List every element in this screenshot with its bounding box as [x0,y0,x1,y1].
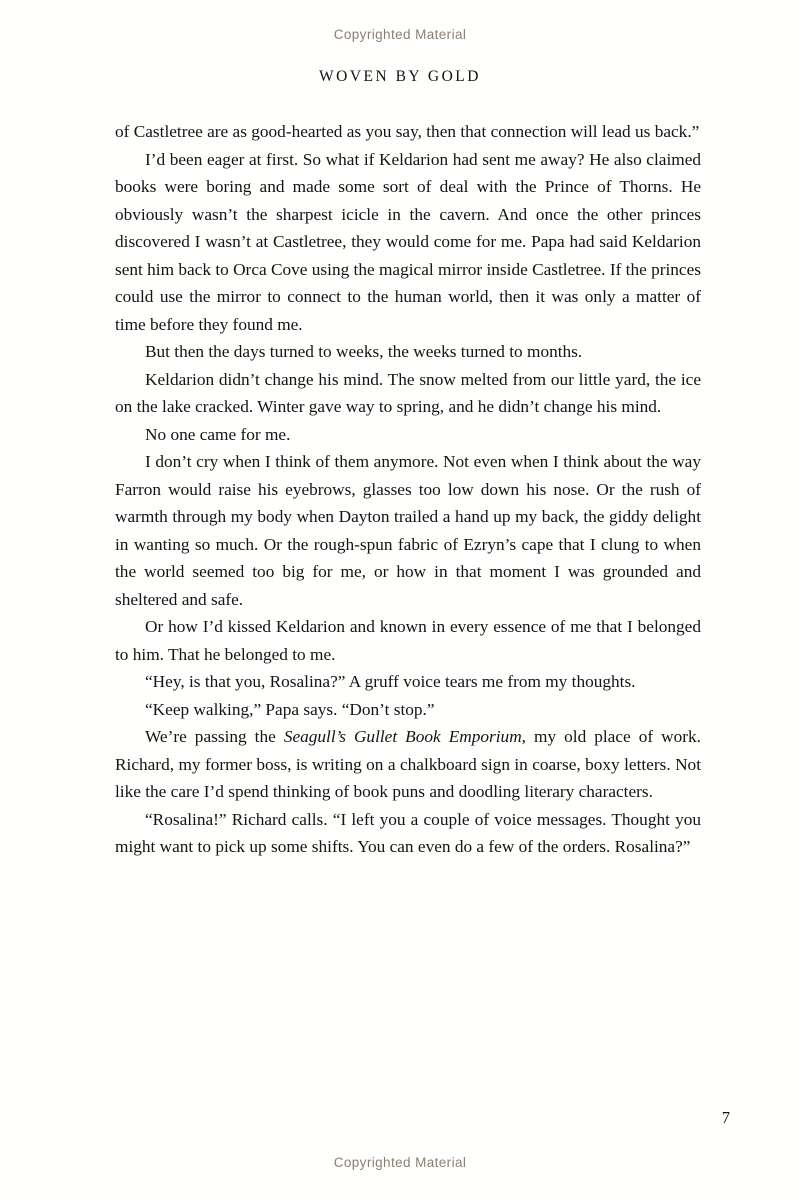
paragraph-text: We’re passing the [145,727,284,746]
paragraph [115,668,701,696]
italic-text: Seagull’s Gullet Book Emporium [283,727,522,746]
body-text [115,118,701,861]
paragraph [115,696,701,724]
page-number: 7 [721,1108,730,1127]
top-copyright-notice: Copyrighted Material [333,27,467,42]
paragraph [115,338,701,366]
paragraph [115,723,701,806]
paragraph-text: I don’t cry when I think of them anymore. Not even when I think about the way Farron would raise his eyebrows, glasses too low down his nose. Or the rush of warmth through my body when Dayton trailed a hand up my back, the giddy delight in wanting so much. Or the rough-spun fabric of Ezryn’s cape that I clung to when the world seemed too big for me, or how in that moment I was grounded and sheltered and safe. [115,452,701,609]
paragraph-text: of Castletree are as good-hearted as you say, then that connection will lead us back.” [115,122,700,141]
paragraph [115,366,701,421]
paragraph [115,146,701,339]
paragraph-text: No one came for me. [145,424,291,444]
running-head: WOVEN BY GOLD [319,68,481,85]
paragraph [115,448,701,613]
paragraph-text: “Keep walking,” Papa says. “Don’t stop.” [145,699,435,719]
bottom-copyright-notice: Copyrighted Material [333,1155,467,1170]
paragraph [115,118,701,146]
paragraph-text: Or how I’d kissed Keldarion and known in every essence of me that I belonged to him. That he belonged to me. [115,617,701,664]
paragraph-text: Keldarion didn’t change his mind. The snow melted from our little yard, the ice on the lake cracked. Winter gave way to spring, and he didn’t change his mind. [115,369,701,416]
paragraph-text: But then the days turned to weeks, the weeks turned to months. [145,342,583,361]
paragraph [115,806,701,861]
paragraph [115,421,701,449]
paragraph-text: “Hey, is that you, Rosalina?” A gruff voice tears me from my thoughts. [145,672,636,691]
paragraph-text: “Rosalina!” Richard calls. “I left you a couple of voice messages. Thought you might want to pick up some shifts. You can even do a few of the orders. Rosalina?” [115,809,701,856]
paragraph-text: , my old place of work. Richard, my former boss, is writing on a chalkboard sign in coarse, boxy letters. Not like the care I’d spend thinking of book puns and doodling literary characters. [115,727,701,801]
paragraph-text: I’d been eager at first. So what if Keldarion had sent me away? He also claimed books were boring and made some sort of deal with the Prince of Thorns. He obviously wasn’t the sharpest icicle in the cavern. And once the other princes discovered I wasn’t at Castletree, they would come for me. Papa had said Keldarion sent him back to Orca Cove using the magical mirror inside Castletree. If the princes could use the mirror to connect to the human world, then it was only a matter of time before they found me. [115,149,701,334]
paragraph [115,613,701,668]
